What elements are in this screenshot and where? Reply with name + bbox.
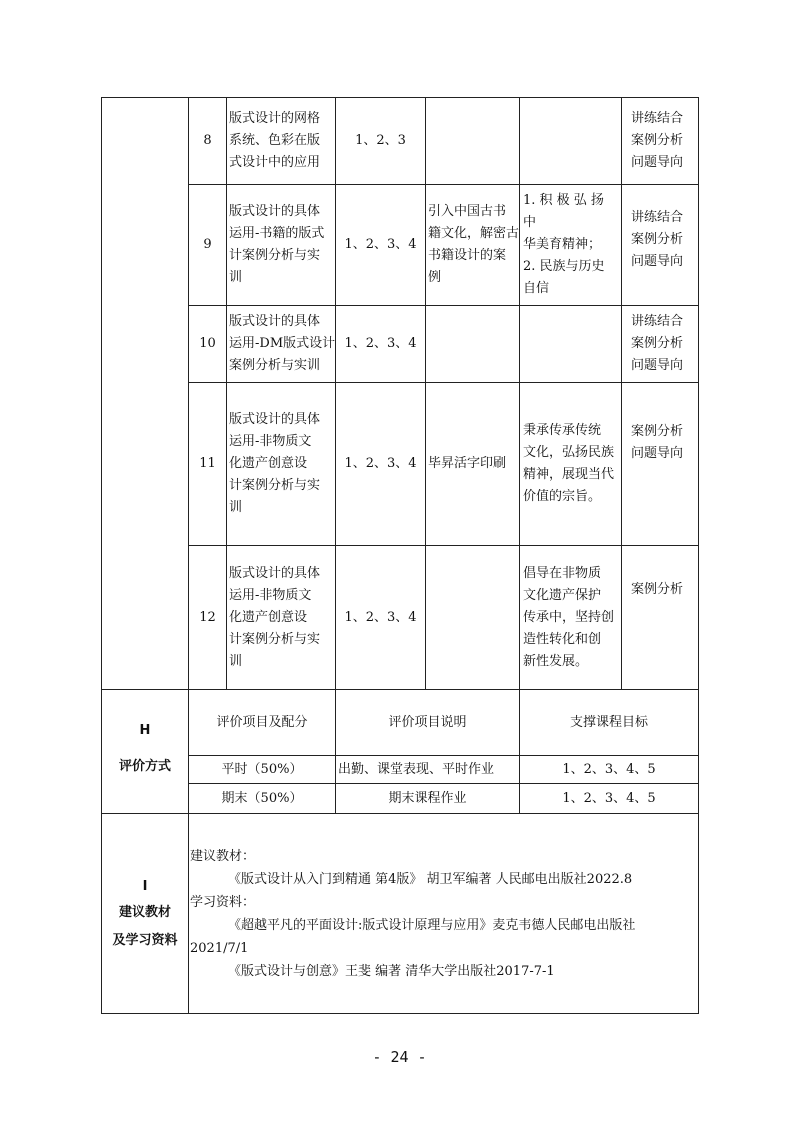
method-cell — [631, 306, 699, 382]
table-border — [226, 97, 227, 689]
ideology-line: 例 — [428, 270, 442, 285]
values-line: 倡导在非物质 — [523, 565, 602, 581]
method-cell — [631, 383, 699, 503]
method-line: 讲练结合 — [631, 210, 684, 225]
section-h-letter: H — [139, 723, 151, 738]
textbook-label: 建议教材： — [190, 849, 256, 864]
topic-line: 计案例分析与实 — [229, 248, 321, 263]
method-line: 案例分析 — [631, 424, 684, 439]
topic-line: 运用-DM版式设计 — [229, 336, 336, 351]
topic-line: 版式设计的网格 — [229, 111, 321, 126]
table-border — [621, 97, 622, 689]
method-line: 案例分析 — [631, 336, 684, 351]
topic-line: 系统、色彩在版 — [229, 133, 321, 148]
goals-cell: 1、2、3、4 — [344, 336, 417, 351]
eval-desc: 出勤、课堂表现、平时作业 — [338, 761, 495, 777]
topic-cell — [229, 185, 337, 305]
materials-label: 学习资料： — [190, 895, 256, 910]
topic-line: 案例分析与实训 — [229, 358, 321, 373]
method-line: 问题导向 — [631, 155, 684, 170]
values-line: 华美育精神； — [523, 237, 602, 252]
ideology-cell — [428, 383, 520, 545]
topic-line: 计案例分析与实 — [229, 631, 321, 647]
goals-cell: 1、2、3 — [355, 133, 406, 148]
goals-cell: 1、2、3、4 — [344, 609, 417, 625]
goals-cell: 1、2、3、4 — [344, 456, 417, 471]
topic-cell — [229, 306, 337, 382]
ideology-line: 毕昇活字印刷 — [428, 456, 507, 471]
row-number: 12 — [199, 609, 216, 625]
topic-line: 版式设计的具体 — [229, 412, 321, 427]
section-i-letter: I — [142, 879, 148, 894]
row-number: 9 — [203, 237, 212, 252]
values-cell — [523, 546, 621, 689]
section-h-title: 评价方式 — [118, 759, 171, 774]
method-line: 案例分析 — [631, 582, 684, 597]
material-entry: 《超越平凡的平面设计:版式设计原理与应用》麦克韦德人民邮电出版社 — [228, 918, 636, 933]
ideology-line: 引入中国古书 — [428, 204, 507, 219]
method-cell — [631, 190, 699, 290]
topic-line: 式设计中的应用 — [229, 155, 321, 170]
values-line: 秉承传承传统 — [523, 423, 602, 438]
material-entry: 《版式设计与创意》王斐 编著 清华大学出版社2017-7-1 — [228, 964, 555, 979]
method-cell — [631, 98, 699, 184]
method-line: 案例分析 — [631, 133, 684, 148]
table-border — [425, 97, 426, 689]
values-line: 文化，弘扬民族 — [523, 445, 615, 460]
page-number: - 24 - — [372, 1048, 427, 1066]
topic-line: 训 — [229, 270, 243, 285]
values-cell — [523, 383, 621, 545]
topic-line: 运用-非物质文 — [229, 587, 312, 603]
values-line: 价值的宗旨。 — [523, 489, 602, 504]
reading-list — [190, 845, 695, 983]
table-border — [101, 1013, 699, 1014]
eval-header-desc: 评价项目说明 — [388, 714, 467, 730]
values-cell — [523, 185, 621, 305]
goals-cell: 1、2、3、4 — [344, 237, 417, 252]
eval-item: 平时（50%） — [221, 761, 303, 777]
topic-line: 训 — [229, 500, 243, 515]
topic-line: 版式设计的具体 — [229, 314, 321, 329]
topic-cell — [229, 98, 337, 184]
row-number: 8 — [203, 133, 212, 148]
values-line: 2. 民族与历史 — [523, 259, 605, 274]
ideology-line: 书籍设计的案 — [428, 248, 507, 263]
ideology-line: 籍文化，解密古 — [428, 226, 520, 241]
topic-line: 运用-书籍的版式 — [229, 226, 325, 241]
topic-line: 运用-非物质文 — [229, 434, 312, 449]
row-number: 10 — [199, 336, 216, 351]
topic-line: 版式设计的具体 — [229, 565, 321, 581]
topic-line: 化遗产创意设 — [229, 456, 308, 471]
material-entry-date: 2021/7/1 — [190, 941, 249, 956]
values-line: 1. 积 极 弘 扬 中 — [523, 193, 604, 230]
method-line: 问题导向 — [631, 358, 684, 373]
topic-line: 版式设计的具体 — [229, 204, 321, 219]
topic-cell — [229, 546, 337, 689]
eval-goals: 1、2、3、4、5 — [562, 761, 656, 777]
topic-line: 计案例分析与实 — [229, 478, 321, 493]
method-line: 讲练结合 — [631, 314, 684, 329]
values-line: 造性转化和创 — [523, 631, 602, 647]
eval-goals: 1、2、3、4、5 — [562, 790, 656, 806]
row-number: 11 — [199, 456, 216, 471]
values-line: 自信 — [523, 281, 550, 296]
ideology-cell — [428, 185, 520, 305]
method-line: 案例分析 — [631, 232, 684, 247]
eval-header-item: 评价项目及配分 — [216, 714, 308, 730]
section-i-title-line: 及学习资料 — [112, 933, 178, 948]
values-line: 新性发展。 — [523, 653, 589, 669]
section-i-title-line: 建议教材 — [118, 905, 171, 920]
topic-cell — [229, 383, 337, 545]
eval-desc: 期末课程作业 — [388, 790, 467, 806]
eval-header-goals: 支撑课程目标 — [569, 714, 648, 730]
method-line: 问题导向 — [631, 446, 684, 461]
method-line: 讲练结合 — [631, 111, 684, 126]
method-line: 问题导向 — [631, 254, 684, 269]
topic-line: 训 — [229, 653, 243, 669]
eval-item: 期末（50%） — [221, 790, 303, 806]
values-line: 文化遗产保护 — [523, 587, 602, 603]
topic-line: 化遗产创意设 — [229, 609, 308, 625]
method-cell — [631, 560, 699, 620]
textbook-entry: 《版式设计从入门到精通 第4版》 胡卫军编著 人民邮电出版社2022.8 — [228, 872, 633, 887]
values-line: 传承中，坚持创 — [523, 609, 615, 625]
values-line: 精神，展现当代 — [523, 467, 615, 482]
table-border — [101, 813, 699, 814]
